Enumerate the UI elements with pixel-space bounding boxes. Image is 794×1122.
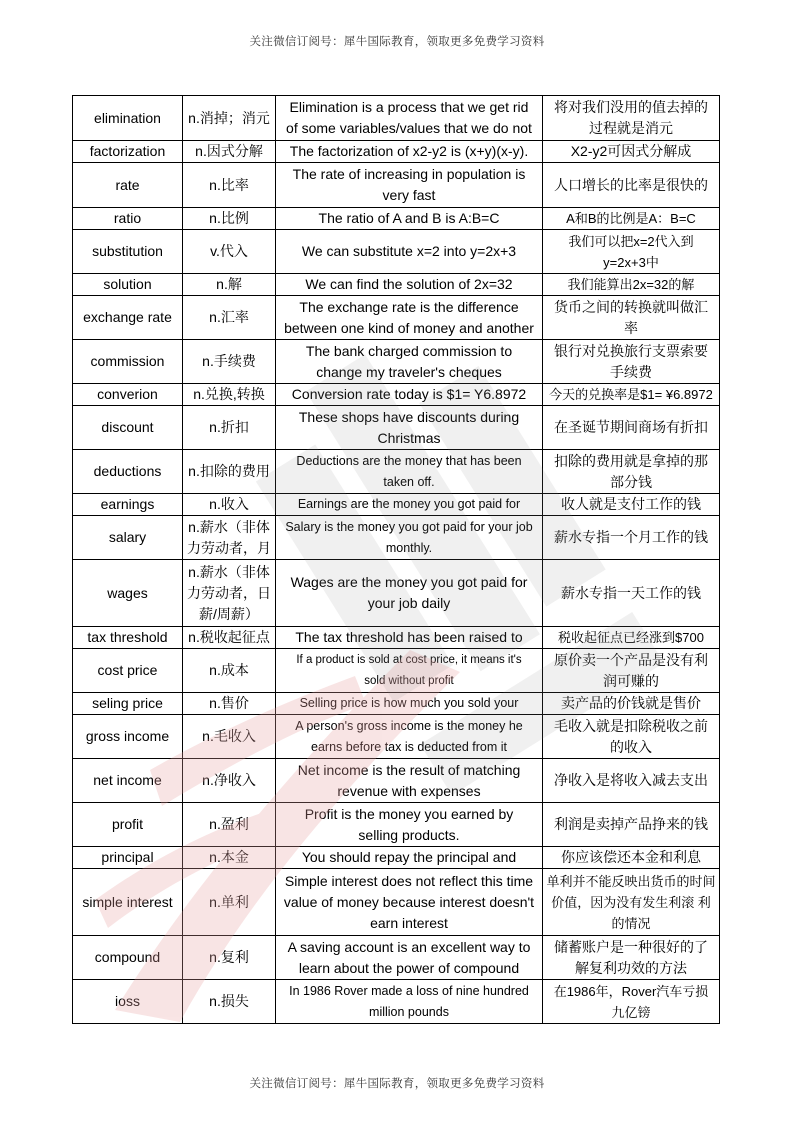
example-sentence-cell: The rate of increasing in population is very fast [276, 163, 543, 208]
translation-cell: 人口增长的比率是很快的 [543, 163, 720, 208]
translation-cell: 在圣诞节期间商场有折扣 [543, 406, 720, 450]
part-of-speech-cell: n.收入 [183, 494, 276, 516]
table-row [73, 627, 720, 649]
table-row [73, 208, 720, 230]
example-sentence-cell: Deductions are the money that has been taken off. [276, 450, 543, 494]
part-of-speech-cell: n.售价 [183, 693, 276, 715]
part-of-speech-cell: v.代入 [183, 230, 276, 274]
term-cell: profit [73, 803, 183, 847]
term-cell: ratio [73, 208, 183, 230]
term-cell: rate [73, 163, 183, 208]
term-cell: wages [73, 560, 183, 627]
table-row [73, 450, 720, 494]
part-of-speech-cell: n.解 [183, 274, 276, 296]
example-sentence-cell: Salary is the money you got paid for your job monthly. [276, 516, 543, 560]
part-of-speech-cell: n.成本 [183, 649, 276, 693]
translation-cell: 卖产品的价钱就是售价 [543, 693, 720, 715]
term-cell: seling price [73, 693, 183, 715]
term-cell: discount [73, 406, 183, 450]
translation-cell: 我们可以把x=2代入到 y=2x+3中 [543, 230, 720, 274]
table-row [73, 847, 720, 869]
translation-cell: 税收起征点已经涨到$700 [543, 627, 720, 649]
table-row [73, 384, 720, 406]
table-row [73, 980, 720, 1024]
term-cell: commission [73, 340, 183, 384]
translation-cell: 净收入是将收入减去支出 [543, 759, 720, 803]
term-cell: tax threshold [73, 627, 183, 649]
term-cell: compound [73, 936, 183, 980]
term-cell: salary [73, 516, 183, 560]
translation-cell: 收人就是支付工作的钱 [543, 494, 720, 516]
term-cell: solution [73, 274, 183, 296]
term-cell: principal [73, 847, 183, 869]
example-sentence-cell: These shops have discounts during Christmas [276, 406, 543, 450]
term-cell: deductions [73, 450, 183, 494]
part-of-speech-cell: n.复利 [183, 936, 276, 980]
example-sentence-cell: The bank charged commission to change my traveler's cheques [276, 340, 543, 384]
example-sentence-cell: The exchange rate is the difference between one kind of money and another [276, 296, 543, 340]
table-row [73, 96, 720, 141]
table-row [73, 715, 720, 759]
example-sentence-cell: Conversion rate today is $1= Y6.8972 [276, 384, 543, 406]
translation-cell: 银行对兑换旅行支票索要 手续费 [543, 340, 720, 384]
example-sentence-cell: The tax threshold has been raised to [276, 627, 543, 649]
term-cell: ioss [73, 980, 183, 1024]
vocabulary-table [72, 95, 720, 1024]
part-of-speech-cell: n.薪水（非体 力劳动者，日 薪/周薪） [183, 560, 276, 627]
example-sentence-cell: A saving account is an excellent way to learn about the power of compound [276, 936, 543, 980]
part-of-speech-cell: n.扣除的费用 [183, 450, 276, 494]
example-sentence-cell: Elimination is a process that we get rid of some variables/values that we do not [276, 96, 543, 141]
part-of-speech-cell: n.净收入 [183, 759, 276, 803]
example-sentence-cell: Selling price is how much you sold your [276, 693, 543, 715]
page-footer-note: 关注微信订阅号：犀牛国际教育，领取更多免费学习资料 [249, 1078, 545, 1090]
translation-cell: 在1986年，Rover汽车亏损 九亿镑 [543, 980, 720, 1024]
part-of-speech-cell: n.因式分解 [183, 141, 276, 163]
term-cell: elimination [73, 96, 183, 141]
example-sentence-cell: You should repay the principal and [276, 847, 543, 869]
example-sentence-cell: The factorization of x2-y2 is (x+y)(x-y). [276, 141, 543, 163]
translation-cell: A和B的比例是A：B=C [543, 208, 720, 230]
translation-cell: 薪水专指一个月工作的钱 [543, 516, 720, 560]
table-row [73, 296, 720, 340]
translation-cell: 今天的兑换率是$1= ¥6.8972 [543, 384, 720, 406]
part-of-speech-cell: n.本金 [183, 847, 276, 869]
table-row [73, 936, 720, 980]
term-cell: earnings [73, 494, 183, 516]
example-sentence-cell: Wages are the money you got paid for your job daily [276, 560, 543, 627]
term-cell: converion [73, 384, 183, 406]
translation-cell: 薪水专指一天工作的钱 [543, 560, 720, 627]
example-sentence-cell: Earnings are the money you got paid for [276, 494, 543, 516]
table-row [73, 560, 720, 627]
term-cell: net income [73, 759, 183, 803]
part-of-speech-cell: n.兑换,转换 [183, 384, 276, 406]
table-row [73, 340, 720, 384]
table-row [73, 494, 720, 516]
translation-cell: 扣除的费用就是拿掉的那 部分钱 [543, 450, 720, 494]
table-row [73, 869, 720, 936]
translation-cell: X2-y2可因式分解成 [543, 141, 720, 163]
translation-cell: 将对我们没用的值去掉的 过程就是消元 [543, 96, 720, 141]
part-of-speech-cell: n.税收起征点 [183, 627, 276, 649]
translation-cell: 毛收入就是扣除税收之前 的收入 [543, 715, 720, 759]
table-row [73, 649, 720, 693]
part-of-speech-cell: n.消掉；消元 [183, 96, 276, 141]
example-sentence-cell: In 1986 Rover made a loss of nine hundred million pounds [276, 980, 543, 1024]
table-row [73, 693, 720, 715]
term-cell: substitution [73, 230, 183, 274]
example-sentence-cell: We can substitute x=2 into y=2x+3 [276, 230, 543, 274]
term-cell: factorization [73, 141, 183, 163]
term-cell: gross income [73, 715, 183, 759]
table-row [73, 516, 720, 560]
term-cell: simple interest [73, 869, 183, 936]
table-row [73, 803, 720, 847]
translation-cell: 我们能算出2x=32的解 [543, 274, 720, 296]
table-row [73, 163, 720, 208]
part-of-speech-cell: n.比例 [183, 208, 276, 230]
term-cell: exchange rate [73, 296, 183, 340]
part-of-speech-cell: n.手续费 [183, 340, 276, 384]
part-of-speech-cell: n.损失 [183, 980, 276, 1024]
translation-cell: 货币之间的转换就叫做汇 率 [543, 296, 720, 340]
part-of-speech-cell: n.毛收入 [183, 715, 276, 759]
translation-cell: 原价卖一个产品是没有利 润可赚的 [543, 649, 720, 693]
term-cell: cost price [73, 649, 183, 693]
example-sentence-cell: Simple interest does not reflect this time value of money because interest doesn't earn interest [276, 869, 543, 936]
part-of-speech-cell: n.薪水（非体 力劳动者，月 [183, 516, 276, 560]
translation-cell: 利润是卖掉产品挣来的钱 [543, 803, 720, 847]
translation-cell: 单利并不能反映出货币的时间 价值，因为没有发生利滚 利 的情况 [543, 869, 720, 936]
page-header-note: 关注微信订阅号：犀牛国际教育，领取更多免费学习资料 [249, 36, 545, 48]
example-sentence-cell: A person's gross income is the money he earns before tax is deducted from it [276, 715, 543, 759]
table-row [73, 141, 720, 163]
part-of-speech-cell: n.比率 [183, 163, 276, 208]
part-of-speech-cell: n.折扣 [183, 406, 276, 450]
part-of-speech-cell: n.单利 [183, 869, 276, 936]
example-sentence-cell: We can find the solution of 2x=32 [276, 274, 543, 296]
example-sentence-cell: If a product is sold at cost price, it means it's sold without profit [276, 649, 543, 693]
table-row [73, 406, 720, 450]
translation-cell: 你应该偿还本金和利息 [543, 847, 720, 869]
example-sentence-cell: Net income is the result of matching revenue with expenses [276, 759, 543, 803]
part-of-speech-cell: n.汇率 [183, 296, 276, 340]
table-row [73, 759, 720, 803]
table-row [73, 230, 720, 274]
example-sentence-cell: Profit is the money you earned by selling products. [276, 803, 543, 847]
example-sentence-cell: The ratio of A and B is A:B=C [276, 208, 543, 230]
table-row [73, 274, 720, 296]
translation-cell: 储蓄账户是一种很好的了 解复利功效的方法 [543, 936, 720, 980]
part-of-speech-cell: n.盈利 [183, 803, 276, 847]
